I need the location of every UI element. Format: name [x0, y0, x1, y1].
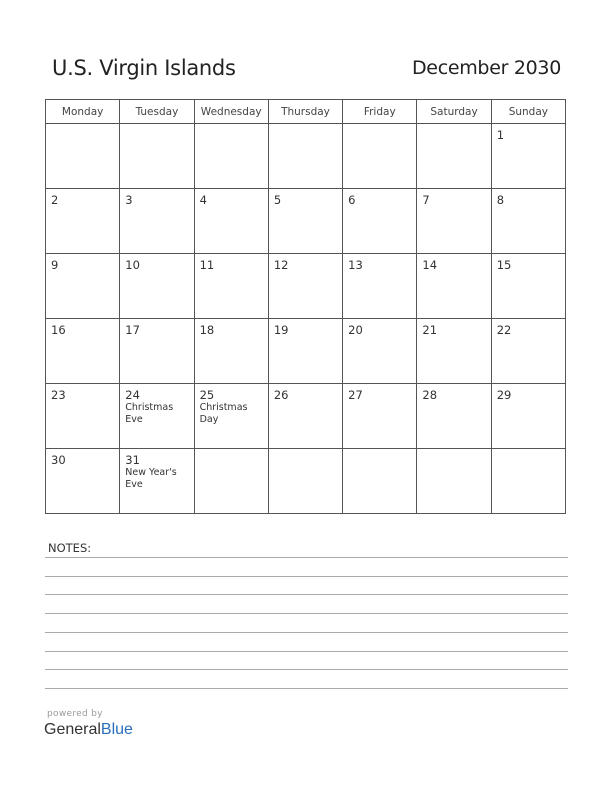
- calendar-day-cell: [268, 189, 342, 254]
- day-cell-content: [269, 384, 342, 402]
- day-cell-content: [417, 319, 490, 337]
- calendar-day-cell: [120, 449, 194, 514]
- calendar-day-cell: [343, 124, 417, 189]
- day-number: 11: [199, 258, 215, 272]
- calendar-day-cell: [120, 124, 194, 189]
- day-cell-content: [492, 254, 565, 272]
- day-cell-content: [417, 254, 490, 272]
- day-number: 12: [273, 258, 289, 272]
- day-cell-content: [492, 384, 565, 402]
- day-cell-content: [417, 384, 490, 402]
- weekday-header: Saturday: [417, 100, 491, 124]
- calendar-day-cell: [120, 319, 194, 384]
- calendar-day-cell: [268, 319, 342, 384]
- calendar-day-cell: [417, 124, 491, 189]
- day-number: 1: [496, 128, 505, 142]
- day-number: 21: [422, 323, 438, 337]
- day-cell-content: [492, 449, 565, 453]
- day-cell-content: [120, 124, 193, 128]
- calendar-day-cell: [491, 384, 565, 449]
- day-cell-content: [492, 189, 565, 207]
- day-number: 25: [199, 388, 215, 402]
- holiday-label: Christmas Day: [199, 402, 248, 425]
- weekday-header: Wednesday: [194, 100, 268, 124]
- day-cell-content: [120, 384, 193, 426]
- calendar-day-cell: [268, 384, 342, 449]
- calendar-day-cell: [46, 449, 120, 514]
- calendar-day-cell: [343, 189, 417, 254]
- day-number: 18: [199, 323, 215, 337]
- calendar-day-cell: [194, 124, 268, 189]
- day-cell-content: [46, 189, 119, 207]
- day-cell-content: [120, 319, 193, 337]
- calendar-day-cell: [343, 449, 417, 514]
- day-number: 19: [273, 323, 289, 337]
- day-cell-content: [46, 449, 119, 467]
- calendar-day-cell: [491, 124, 565, 189]
- calendar-day-cell: [268, 449, 342, 514]
- day-cell-content: [195, 254, 268, 272]
- day-number: 9: [51, 258, 59, 272]
- day-cell-content: [343, 124, 416, 128]
- brand-name-part1: General: [44, 721, 101, 738]
- calendar-day-cell: [120, 189, 194, 254]
- holiday-label: Christmas Eve: [125, 402, 174, 425]
- day-cell-content: [120, 189, 193, 207]
- brand-logo[interactable]: [44, 721, 133, 739]
- notes-label: NOTES:: [48, 541, 92, 555]
- day-number: 28: [422, 388, 438, 402]
- day-number: 14: [422, 258, 438, 272]
- calendar-week-row: [46, 449, 566, 514]
- day-cell-content: [343, 319, 416, 337]
- calendar-day-cell: [194, 189, 268, 254]
- day-number: 22: [496, 323, 512, 337]
- calendar-country-title: U.S. Virgin Islands: [52, 56, 236, 80]
- day-number: 5: [273, 193, 282, 207]
- calendar-day-cell: [417, 319, 491, 384]
- calendar-day-cell: [491, 319, 565, 384]
- day-cell-content: [343, 189, 416, 207]
- calendar-day-cell: [194, 449, 268, 514]
- calendar-day-cell: [417, 384, 491, 449]
- day-cell-content: [269, 254, 342, 272]
- day-number: 13: [348, 258, 363, 272]
- calendar-month-title: December 2030: [411, 57, 561, 79]
- day-number: 10: [125, 258, 140, 272]
- day-cell-content: [195, 124, 268, 128]
- day-cell-content: [343, 254, 416, 272]
- calendar-grid: [45, 99, 566, 514]
- day-cell-content: [269, 189, 342, 207]
- calendar-day-cell: [491, 254, 565, 319]
- day-number: 29: [496, 388, 512, 402]
- powered-by-text: powered by: [47, 709, 103, 719]
- calendar-body: [46, 124, 566, 514]
- day-cell-content: [417, 124, 490, 128]
- holiday-label: New Year's Eve: [125, 467, 177, 490]
- weekday-header: Sunday: [491, 100, 565, 124]
- calendar-day-cell: [417, 254, 491, 319]
- day-cell-content: [195, 449, 268, 453]
- brand-name-part2: Blue: [100, 721, 133, 738]
- notes-line: [45, 632, 568, 633]
- notes-line: [45, 651, 568, 652]
- day-cell-content: [46, 124, 119, 128]
- day-cell-content: [46, 254, 119, 272]
- day-cell-content: [343, 384, 416, 402]
- weekday-header: Friday: [343, 100, 417, 124]
- weekday-header: Tuesday: [120, 100, 194, 124]
- day-number: 30: [51, 453, 66, 467]
- calendar-day-cell: [46, 189, 120, 254]
- notes-line: [45, 613, 568, 614]
- calendar-week-row: [46, 384, 566, 449]
- calendar-day-cell: [120, 254, 194, 319]
- notes-line: [45, 576, 568, 577]
- day-cell-content: [492, 124, 565, 142]
- day-cell-content: [417, 189, 490, 207]
- day-number: 7: [422, 193, 430, 207]
- weekday-header-row: [46, 100, 566, 124]
- calendar-day-cell: [417, 449, 491, 514]
- day-cell-content: [269, 319, 342, 337]
- calendar-day-cell: [120, 384, 194, 449]
- calendar-day-cell: [194, 319, 268, 384]
- calendar-week-row: [46, 254, 566, 319]
- calendar-day-cell: [268, 124, 342, 189]
- calendar-day-cell: [491, 449, 565, 514]
- calendar-day-cell: [417, 189, 491, 254]
- calendar-day-cell: [46, 319, 120, 384]
- day-cell-content: [120, 254, 193, 272]
- day-number: 20: [348, 323, 363, 337]
- day-number: 3: [125, 193, 133, 207]
- weekday-header: Thursday: [268, 100, 342, 124]
- notes-line: [45, 688, 568, 689]
- day-cell-content: [492, 319, 565, 337]
- calendar-day-cell: [343, 254, 417, 319]
- calendar-day-cell: [46, 254, 120, 319]
- calendar-day-cell: [194, 384, 268, 449]
- calendar-week-row: [46, 319, 566, 384]
- day-number: 31: [125, 453, 140, 467]
- day-cell-content: [46, 384, 119, 402]
- calendar-day-cell: [491, 189, 565, 254]
- day-number: 23: [51, 388, 66, 402]
- day-number: 15: [496, 258, 512, 272]
- calendar-week-row: [46, 124, 566, 189]
- day-cell-content: [269, 449, 342, 453]
- notes-line: [45, 594, 568, 595]
- calendar-day-cell: [268, 254, 342, 319]
- day-cell-content: [269, 124, 342, 128]
- day-number: 8: [496, 193, 505, 207]
- notes-line: [45, 557, 568, 558]
- day-number: 2: [51, 193, 59, 207]
- day-cell-content: [46, 319, 119, 337]
- day-number: 17: [125, 323, 140, 337]
- calendar-week-row: [46, 189, 566, 254]
- day-cell-content: [417, 449, 490, 453]
- day-number: 27: [348, 388, 363, 402]
- calendar-day-cell: [343, 384, 417, 449]
- day-cell-content: [343, 449, 416, 453]
- day-number: 24: [125, 388, 140, 402]
- day-number: 6: [348, 193, 356, 207]
- weekday-header: Monday: [46, 100, 120, 124]
- day-cell-content: [195, 384, 268, 426]
- calendar-day-cell: [46, 124, 120, 189]
- day-number: 26: [273, 388, 289, 402]
- day-number: 4: [199, 193, 207, 207]
- day-cell-content: [195, 319, 268, 337]
- calendar-day-cell: [46, 384, 120, 449]
- day-cell-content: [195, 189, 268, 207]
- day-cell-content: [120, 449, 193, 491]
- day-number: 16: [51, 323, 66, 337]
- calendar-day-cell: [194, 254, 268, 319]
- notes-line: [45, 669, 568, 670]
- calendar-day-cell: [343, 319, 417, 384]
